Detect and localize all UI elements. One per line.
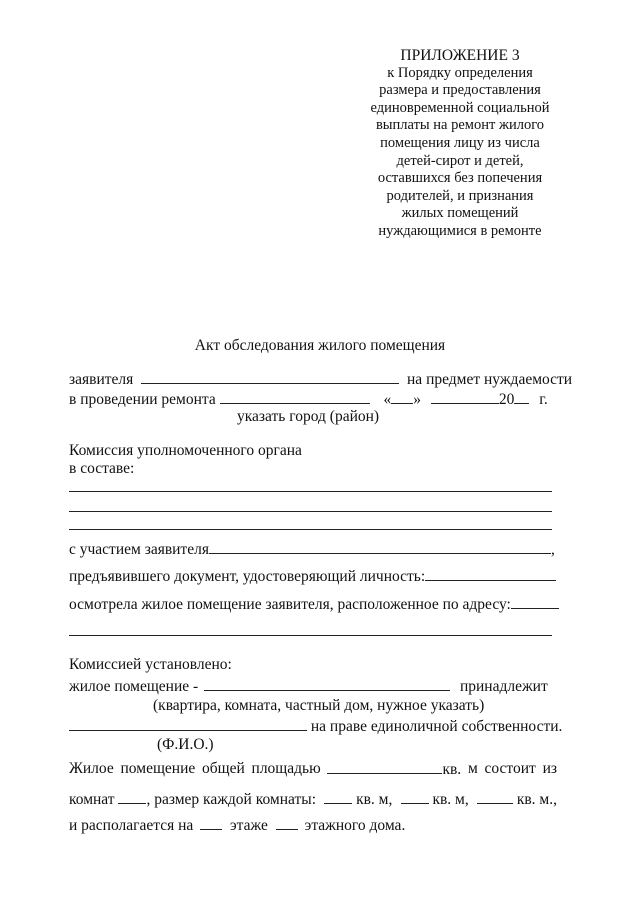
room-size-unit-1: кв. м, — [356, 791, 393, 808]
area-word: из — [542, 760, 557, 777]
document-title: Акт обследования жилого помещения — [194, 337, 446, 354]
room-size-field-1[interactable] — [324, 790, 352, 804]
room-size-unit-2: кв. м, — [432, 791, 469, 808]
commission-label-2: в составе: — [69, 460, 135, 477]
document-label: предъявившего документ, удостоверяющий личность: — [69, 568, 426, 585]
commission-member-line-1[interactable] — [69, 491, 552, 492]
floor-number-field[interactable] — [200, 816, 222, 830]
repair-label: в проведении ремонта — [69, 391, 216, 408]
area-word: площадью — [251, 760, 321, 777]
owner-name-field[interactable] — [69, 717, 307, 731]
city-field[interactable] — [220, 390, 370, 404]
appendix-line: размера и предоставления — [379, 82, 541, 99]
date-close-quote: » — [413, 391, 421, 408]
appendix-line: помещения лицу из числа — [380, 134, 540, 151]
commission-member-line-3[interactable] — [69, 529, 552, 530]
appendix-line: детей-сирот и детей, — [396, 152, 524, 169]
room-size-unit-3: кв. м., — [516, 791, 557, 808]
applicant-name-field[interactable] — [141, 370, 399, 384]
address-label: осмотрела жилое помещение заявителя, расположенное по адресу: — [69, 596, 511, 613]
address-field[interactable] — [511, 595, 559, 609]
city-hint: указать город (район) — [237, 408, 380, 425]
commission-member-line-2[interactable] — [69, 511, 552, 512]
ownership-label: на праве единоличной собственности. — [310, 718, 563, 735]
appendix-line: выплаты на ремонт жилого — [375, 117, 545, 134]
participation-comma: , — [550, 541, 555, 558]
purpose-label: на предмет нуждаемости — [407, 371, 573, 388]
building-label: этажного дома. — [304, 817, 406, 834]
area-word: м — [467, 760, 478, 777]
participation-row — [69, 540, 555, 559]
appendix-line: родителей, и признания — [386, 187, 534, 204]
area-field[interactable] — [327, 760, 442, 774]
belongs-label: принадлежит — [459, 678, 548, 695]
premises-type-field[interactable] — [204, 677, 450, 691]
applicant-row — [69, 370, 572, 389]
fio-hint: (Ф.И.О.) — [157, 736, 214, 753]
address-row — [69, 595, 559, 614]
year-field[interactable] — [514, 390, 529, 404]
document-field[interactable] — [425, 567, 556, 581]
area-word: общей — [202, 760, 245, 777]
appendix-line: единовременной социальной — [370, 99, 550, 116]
area-word: помещение — [120, 760, 196, 777]
area-row — [69, 760, 557, 779]
month-field[interactable] — [431, 390, 499, 404]
room-size-field-2[interactable] — [401, 790, 429, 804]
commission-label-1: Комиссия уполномоченного органа — [69, 442, 302, 459]
floor-row — [69, 816, 405, 835]
area-word: состоит — [484, 760, 536, 777]
rooms-row — [69, 790, 557, 809]
year-prefix: 20 — [498, 391, 515, 408]
appendix-title: ПРИЛОЖЕНИЕ 3 — [400, 47, 520, 64]
premises-hint: (квартира, комната, частный дом, нужное указать) — [153, 697, 485, 714]
premises-label: жилое помещение - — [69, 678, 199, 695]
participant-field[interactable] — [209, 540, 551, 554]
floor-word: этаже — [230, 817, 268, 834]
appendix-line: оставшихся без попечения — [377, 170, 543, 187]
appendix-line: к Порядку определения — [387, 64, 533, 81]
rooms-count-field[interactable] — [118, 790, 146, 804]
premises-row — [69, 677, 548, 696]
appendix-header — [345, 47, 575, 241]
ownership-row — [69, 717, 562, 736]
established-heading: Комиссией установлено: — [69, 656, 232, 673]
document-row — [69, 567, 556, 586]
area-unit: кв. — [442, 761, 462, 778]
day-field[interactable] — [391, 390, 413, 404]
date-open-quote: « — [383, 391, 392, 408]
repair-date-row — [69, 390, 548, 409]
participation-label: с участием заявителя — [69, 541, 209, 558]
room-size-label: , размер каждой комнаты: — [146, 791, 316, 808]
floor-label: и располагается на — [69, 817, 194, 834]
year-suffix: г. — [539, 391, 548, 408]
area-word: Жилое — [69, 760, 114, 777]
rooms-label: комнат — [69, 791, 115, 808]
appendix-line: нуждающимися в ремонте — [378, 222, 542, 239]
appendix-line: жилых помещений — [401, 205, 519, 222]
address-continuation-line[interactable] — [69, 635, 552, 636]
building-floors-field[interactable] — [276, 816, 298, 830]
room-size-field-3[interactable] — [477, 790, 513, 804]
applicant-label: заявителя — [69, 371, 134, 388]
